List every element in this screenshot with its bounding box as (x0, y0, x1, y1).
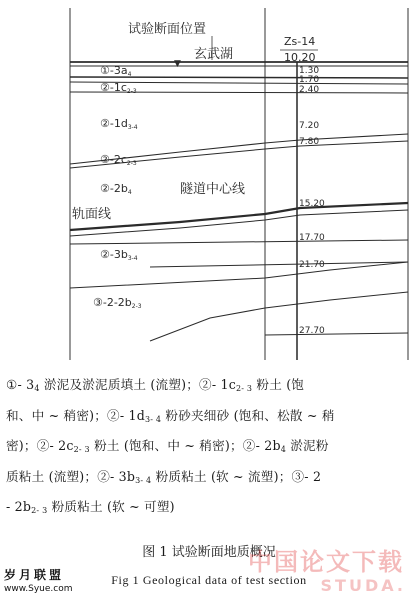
watermark-url: STUDA. (320, 576, 406, 595)
borehole-elevation: 10.20 (284, 51, 316, 64)
water-level-icon: ▼ (174, 59, 181, 69)
layer-label-6: ②-3b3-4 (100, 248, 138, 262)
depth-label-7: 17.70 (299, 233, 325, 243)
figure-caption-chinese: 图 1 试验断面地质概况 (142, 545, 276, 560)
figure-caption-english: Fig 1 Geological data of test section (111, 573, 307, 587)
legend-line-3: 密)；②- $2c_{2- 3}$ 粉土 (饱和、中 ~ 稍密)；②- $2b_4$ 淤泥粉 (6, 438, 329, 455)
depth-label-5: 7.80 (299, 137, 320, 147)
depth-label-1: 1.30 (299, 66, 320, 76)
watermark-left (4, 566, 76, 594)
tunnel-center-label: 隧道中心线 (180, 182, 246, 197)
layer-label-1: ①-3a4 (100, 64, 132, 78)
figure-title: 试验断面位置 (128, 22, 207, 37)
legend-line-2: 和、中 ~ 稍密)；②- $1d_{3- 4}$ 粉砂夹细砂 (饱和、松散 ~ 稍 (6, 407, 335, 424)
lake-label: 玄武湖 (194, 47, 234, 62)
layer-label-4: ②-2c2-3 (100, 153, 137, 167)
layer-label-5: ②-2b4 (100, 182, 132, 196)
stratum-legend (6, 372, 412, 525)
watermark-left-url: www.Syue.com (4, 584, 73, 594)
borehole-id: Zs-14 (284, 35, 316, 48)
rail-surface-label: 轨面线 (72, 207, 112, 222)
boundary-9 (70, 240, 408, 244)
boundary-2 (70, 77, 408, 78)
depth-label-6: 15.20 (299, 199, 325, 209)
boundary-13 (265, 333, 408, 335)
depth-label-3: 2.40 (299, 85, 320, 95)
watermark-left-title: 岁月联盟 (4, 568, 65, 582)
layer-label-3: ②-1d3-4 (100, 117, 138, 131)
depth-label-8: 21.70 (299, 260, 325, 270)
depth-label-9: 27.70 (299, 326, 325, 336)
boundary-7 (70, 203, 408, 230)
layer-label-7: ③-2-2b2-3 (93, 296, 142, 310)
depth-label-2: 1.70 (299, 75, 320, 85)
boundary-8 (70, 210, 408, 236)
boundary-11 (70, 262, 408, 288)
watermark-main: 中国论文下载 (248, 548, 404, 576)
layer-label-2: ②-1c2-3 (100, 81, 137, 95)
legend-line-1: ①- $3_4$ 淤泥及淤泥质填土 (流塑)；②- $1c_{2- 3}$ 粉土 (饱 (6, 377, 305, 393)
depth-label-4: 7.20 (299, 121, 320, 131)
legend-line-5: - $2b_{2- 3}$ 粉质粘土 (软 ~ 可塑) (6, 499, 175, 516)
legend-line-4: 质粘土 (流塑)；②- $3b_{3- 4}$ 粉质粘土 (软 ~ 流塑)；③- 2 (6, 468, 322, 485)
